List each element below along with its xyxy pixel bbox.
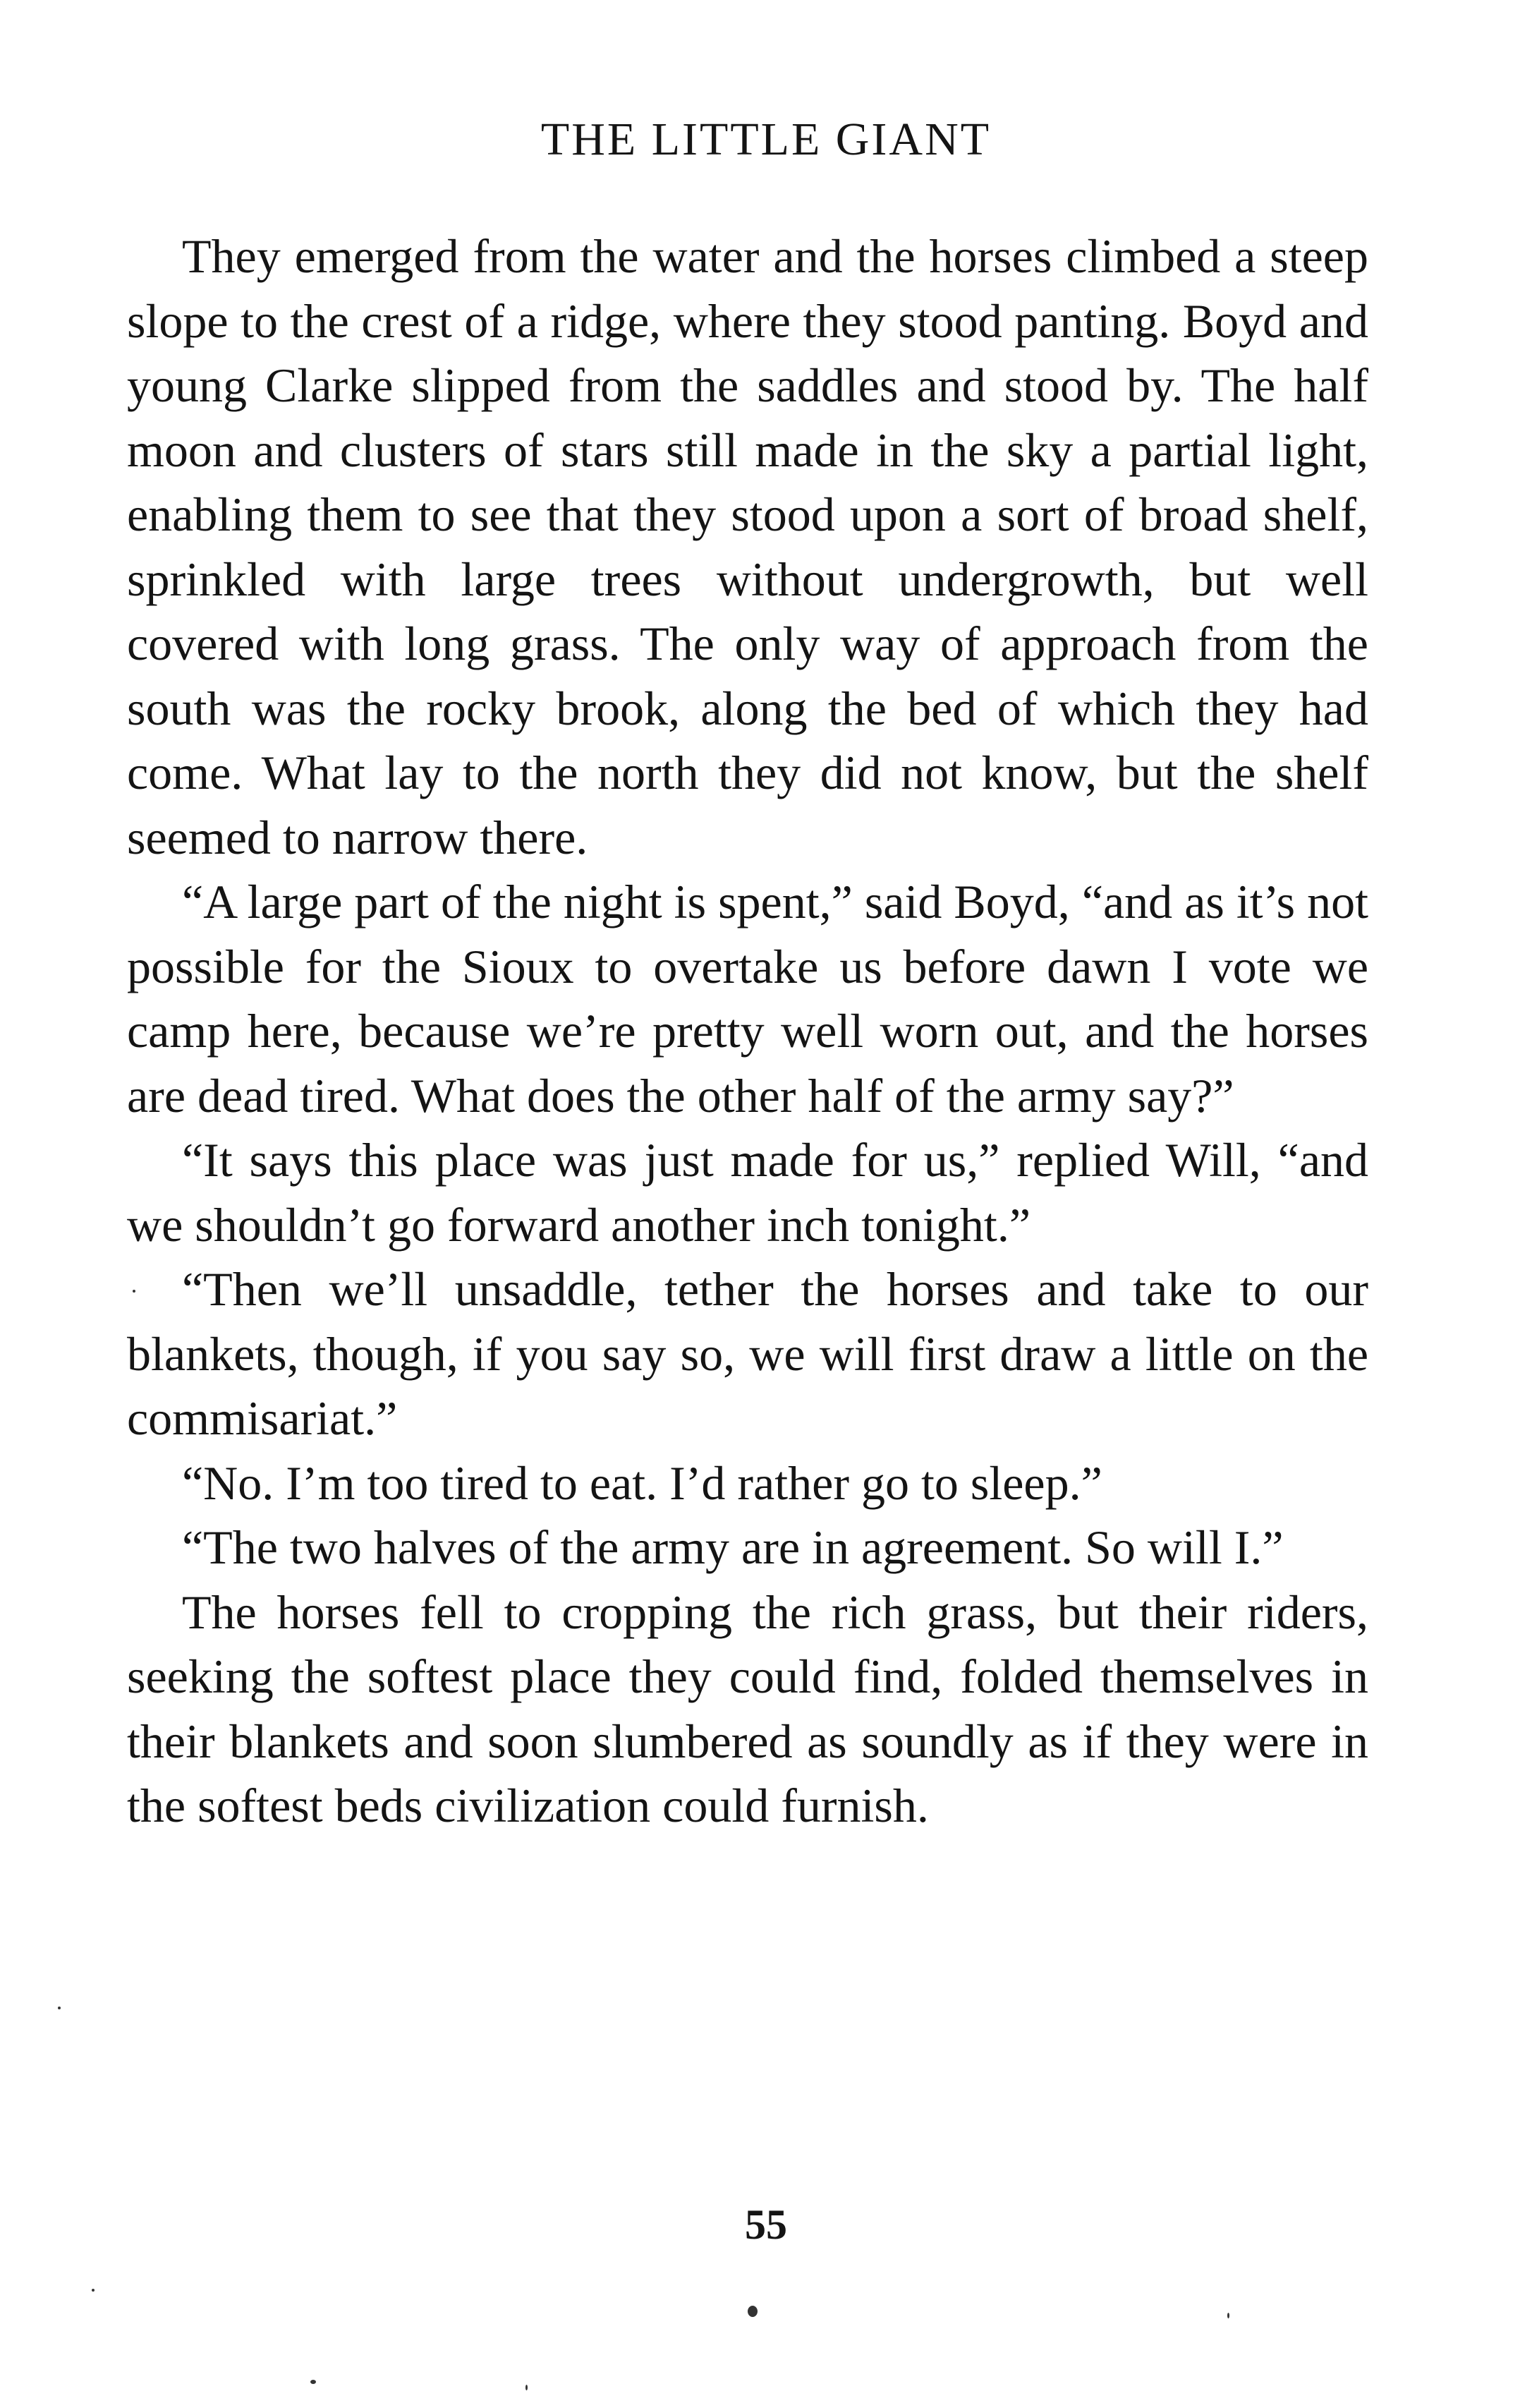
print-speck xyxy=(525,2385,528,2390)
running-head: THE LITTLE GIANT xyxy=(540,114,992,165)
paragraph: “Then we’ll unsaddle, tether the horses and take to our blankets, though, if you say so, we will first draw a little on the commisariat.” xyxy=(127,1262,1368,1445)
print-speck xyxy=(748,2306,758,2317)
page-number: 55 xyxy=(745,2201,787,2248)
print-speck xyxy=(133,1290,135,1293)
body-text xyxy=(127,224,1368,1839)
paragraph: “It says this place was just made for us,” replied Will, “and we shouldn’t go forward another inch tonight.” xyxy=(127,1133,1368,1252)
print-speck xyxy=(92,2289,95,2292)
paragraph: “A large part of the night is spent,” said Boyd, “and as it’s not possible for the Sioux to overtake us before dawn I vote we camp here, because we’re pretty well worn out, and the horses are dead tired. What does the other half of the army say?” xyxy=(127,875,1368,1123)
paragraph: The horses fell to cropping the rich grass, but their riders, seeking the softest place they could find, folded themselves in their blankets and soon slumbered as soundly as if they were in the softest beds civilization could furnish. xyxy=(127,1585,1368,1832)
print-speck xyxy=(58,2007,61,2009)
paragraph: “No. I’m too tired to eat. I’d rather go to sleep.” xyxy=(182,1456,1102,1510)
paragraph: “The two halves of the army are in agreement. So will I.” xyxy=(182,1520,1284,1574)
paragraph: They emerged from the water and the horses climbed a steep slope to the crest of a ridge, where they stood panting. Boyd and young Clarke slipped from the saddles and stood by. The half moon and clusters of stars still made in the sky a partial light, enabling them to see that they stood upon a sort of broad shelf, sprinkled with large trees without undergrowth, but well covered with long grass. The only way of approach from the south was the rocky brook, along the bed of which they had come. What lay to the north they did not know, but the shelf seemed to narrow there. xyxy=(127,229,1368,864)
print-speck xyxy=(1227,2313,1229,2318)
print-speck xyxy=(310,2380,316,2384)
